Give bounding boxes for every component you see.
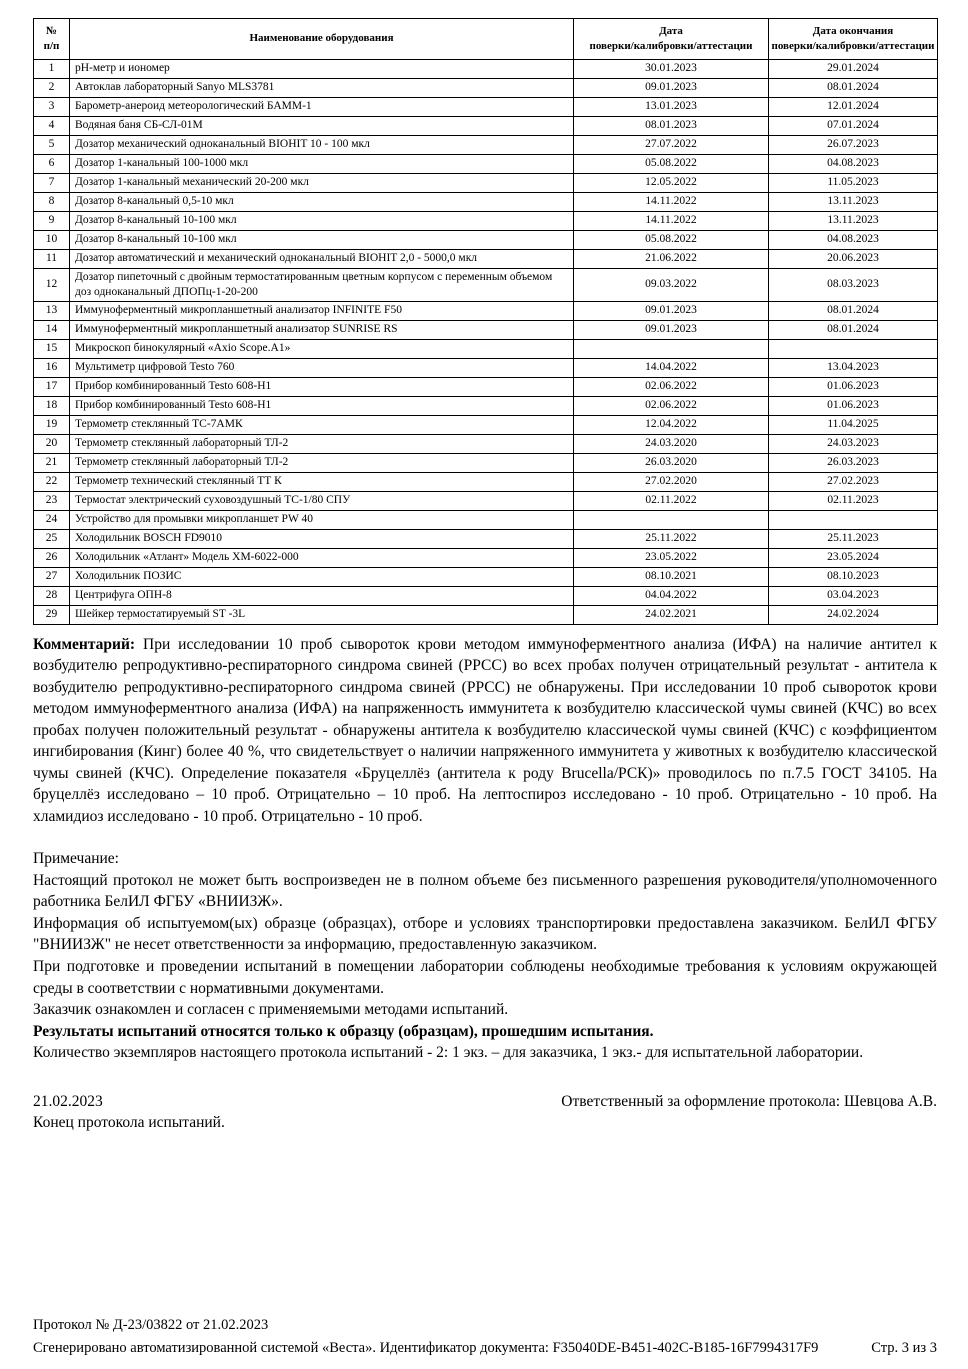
cell-name: Дозатор пипеточный с двойным термостатированным цветным корпусом с переменным объемом доз одноканальный ДПОПц-1-20-200	[70, 268, 574, 301]
note-line: Настоящий протокол не может быть воспроизведен не в полном объеме без письменного разрешения руководителя/уполномоченного работника БелИЛ ФГБУ «ВНИИЗЖ».	[33, 871, 937, 911]
cell-num: 22	[34, 472, 70, 491]
cell-name: Дозатор механический одноканальный BIOHIT 10 - 100 мкл	[70, 135, 574, 154]
cell-name: Дозатор 1-канальный механический 20-200 мкл	[70, 173, 574, 192]
cell-num: 29	[34, 605, 70, 624]
cell-date_start: 23.05.2022	[574, 548, 769, 567]
cell-date_end	[769, 510, 938, 529]
cell-date_end: 27.02.2023	[769, 472, 938, 491]
table-row	[34, 529, 938, 548]
table-row	[34, 377, 938, 396]
cell-num: 7	[34, 173, 70, 192]
footer-protocol-number: Протокол № Д-23/03822 от 21.02.2023	[33, 1317, 269, 1334]
cell-name: Холодильник «Атлант» Модель ХМ-6022-000	[70, 548, 574, 567]
cell-num: 9	[34, 211, 70, 230]
col-header-num	[34, 19, 70, 60]
cell-name: Дозатор автоматический и механический одноканальный BIOHIT 2,0 - 5000,0 мкл	[70, 249, 574, 268]
table-row	[34, 358, 938, 377]
table-row	[34, 59, 938, 78]
cell-date_start: 04.04.2022	[574, 586, 769, 605]
notes-section	[33, 848, 937, 1063]
cell-num: 13	[34, 301, 70, 320]
cell-date_end: 08.01.2024	[769, 78, 938, 97]
cell-name: Прибор комбинированный Testo 608-H1	[70, 396, 574, 415]
cell-date_start: 02.06.2022	[574, 396, 769, 415]
cell-date_end: 12.01.2024	[769, 97, 938, 116]
footer-generated-info: Сгенерировано автоматизированной системой «Веста». Идентификатор документа: F35040DE-B451-402C-B185-16F7994317F9	[33, 1339, 819, 1356]
table-row	[34, 268, 938, 301]
cell-num: 17	[34, 377, 70, 396]
cell-date_start: 13.01.2023	[574, 97, 769, 116]
col-header-date-end-line2: поверки/калибровки/аттестации	[771, 39, 935, 52]
table-row	[34, 472, 938, 491]
cell-date_end: 24.03.2023	[769, 434, 938, 453]
cell-date_end: 25.11.2023	[769, 529, 938, 548]
table-row	[34, 116, 938, 135]
table-row	[34, 339, 938, 358]
cell-date_end: 11.04.2025	[769, 415, 938, 434]
cell-name: Иммуноферментный микропланшетный анализатор SUNRISE RS	[70, 320, 574, 339]
cell-date_end: 26.07.2023	[769, 135, 938, 154]
table-row	[34, 453, 938, 472]
table-row	[34, 548, 938, 567]
cell-date_end: 20.06.2023	[769, 249, 938, 268]
notes-label: Примечание:	[33, 850, 119, 868]
table-row	[34, 230, 938, 249]
footer-page-number: Стр. 3 из 3	[871, 1339, 937, 1356]
commentary-label: Комментарий:	[33, 635, 136, 653]
col-header-date-start-line1: Дата	[659, 25, 683, 37]
table-row	[34, 135, 938, 154]
cell-date_end: 13.04.2023	[769, 358, 938, 377]
table-row	[34, 567, 938, 586]
col-header-date-end	[769, 19, 938, 60]
col-header-date-start-line2: поверки/калибровки/аттестации	[589, 39, 753, 52]
cell-num: 10	[34, 230, 70, 249]
cell-date_start: 24.03.2020	[574, 434, 769, 453]
cell-num: 26	[34, 548, 70, 567]
commentary	[33, 634, 937, 828]
cell-date_end: 13.11.2023	[769, 192, 938, 211]
cell-date_start: 27.02.2020	[574, 472, 769, 491]
cell-date_start: 27.07.2022	[574, 135, 769, 154]
cell-name: Мультиметр цифровой Testo 760	[70, 358, 574, 377]
cell-num: 8	[34, 192, 70, 211]
cell-num: 16	[34, 358, 70, 377]
cell-name: Термометр стеклянный лабораторный ТЛ-2	[70, 453, 574, 472]
cell-date_start: 12.05.2022	[574, 173, 769, 192]
cell-date_start: 30.01.2023	[574, 59, 769, 78]
cell-name: Термометр технический стеклянный ТТ К	[70, 472, 574, 491]
table-row	[34, 192, 938, 211]
cell-date_end: 04.08.2023	[769, 154, 938, 173]
table-row	[34, 320, 938, 339]
cell-name: pH-метр и иономер	[70, 59, 574, 78]
page-footer	[33, 1314, 937, 1359]
table-row	[34, 510, 938, 529]
cell-name: Автоклав лабораторный Sanyo MLS3781	[70, 78, 574, 97]
cell-name: Водяная баня СБ-СЛ-01М	[70, 116, 574, 135]
cell-num: 24	[34, 510, 70, 529]
cell-date_end: 01.06.2023	[769, 396, 938, 415]
cell-date_start	[574, 339, 769, 358]
cell-num: 21	[34, 453, 70, 472]
cell-date_start: 14.04.2022	[574, 358, 769, 377]
cell-date_start: 09.01.2023	[574, 301, 769, 320]
footer-bottom-row	[33, 1337, 937, 1359]
cell-date_start: 09.01.2023	[574, 78, 769, 97]
cell-date_end: 08.01.2024	[769, 301, 938, 320]
table-row	[34, 605, 938, 624]
col-header-num-line2: п/п	[43, 39, 60, 52]
cell-name: Барометр-анероид метеорологический БАММ-1	[70, 97, 574, 116]
cell-name: Шейкер термостатируемый ST -3L	[70, 605, 574, 624]
cell-name: Устройство для промывки микропланшет PW 40	[70, 510, 574, 529]
cell-name: Термометр стеклянный лабораторный ТЛ-2	[70, 434, 574, 453]
cell-date_end	[769, 339, 938, 358]
cell-num: 27	[34, 567, 70, 586]
cell-num: 11	[34, 249, 70, 268]
cell-num: 1	[34, 59, 70, 78]
commentary-text: При исследовании 10 проб сывороток крови методом иммуноферментного анализа (ИФА) на наличие антител к возбудителю репродуктивно-респираторного синдрома свиней (РРСС) во всех пробах получен отрицательный результат - антитела к возбудителю репродуктивно-респираторного синдрома свиней (РРСС) не обнаружены. При исследовании 10 проб сывороток крови методом иммуноферментного анализа (ИФА) на напряженность иммунитета к возбудителю классической чумы свиней (КЧС) во всех пробах получен положительный результат - обнаружены антитела к возбудителю классической чумы свиней (КЧС) с коэффициентом ингибирования (Кинг) более 40 %, что свидетельствует о наличии напряженного иммунитета у животных к возбудителю классической чумы свиней (КЧС). Определение показателя «Бруцеллёз (антитела к роду Brucella/РСК)» проводилось по п.7.5 ГОСТ 34105. На бруцеллёз исследовано – 10 проб. Отрицательно – 10 проб. На лептоспироз исследовано - 10 проб. Отрицательно - 10 проб. На хламидиоз исследовано - 10 проб. Отрицательно - 10 проб.	[33, 635, 937, 825]
cell-num: 23	[34, 491, 70, 510]
cell-name: Дозатор 8-канальный 10-100 мкл	[70, 230, 574, 249]
signature-row	[33, 1091, 937, 1113]
table-row	[34, 173, 938, 192]
cell-num: 6	[34, 154, 70, 173]
cell-name: Дозатор 8-канальный 0,5-10 мкл	[70, 192, 574, 211]
cell-name: Центрифуга ОПН-8	[70, 586, 574, 605]
cell-date_end: 26.03.2023	[769, 453, 938, 472]
cell-num: 28	[34, 586, 70, 605]
cell-num: 15	[34, 339, 70, 358]
cell-date_start: 24.02.2021	[574, 605, 769, 624]
table-row	[34, 396, 938, 415]
cell-date_end: 08.03.2023	[769, 268, 938, 301]
cell-date_start: 14.11.2022	[574, 211, 769, 230]
cell-date_end: 24.02.2024	[769, 605, 938, 624]
responsible-person: Ответственный за оформление протокола: Шевцова А.В.	[561, 1092, 937, 1110]
cell-num: 20	[34, 434, 70, 453]
cell-name: Иммуноферментный микропланшетный анализатор INFINITE F50	[70, 301, 574, 320]
cell-date_end: 13.11.2023	[769, 211, 938, 230]
cell-date_start: 08.10.2021	[574, 567, 769, 586]
cell-date_start	[574, 510, 769, 529]
cell-date_start: 12.04.2022	[574, 415, 769, 434]
cell-date_end: 08.10.2023	[769, 567, 938, 586]
cell-date_end: 07.01.2024	[769, 116, 938, 135]
table-row	[34, 491, 938, 510]
cell-date_start: 02.11.2022	[574, 491, 769, 510]
protocol-date: 21.02.2023	[33, 1092, 103, 1110]
col-header-date-end-line1: Дата окончания	[812, 25, 894, 37]
col-header-date-start	[574, 19, 769, 60]
cell-date_end: 03.04.2023	[769, 586, 938, 605]
cell-num: 19	[34, 415, 70, 434]
table-row	[34, 211, 938, 230]
table-row	[34, 301, 938, 320]
table-row	[34, 415, 938, 434]
cell-num: 5	[34, 135, 70, 154]
cell-date_end: 23.05.2024	[769, 548, 938, 567]
cell-date_start: 05.08.2022	[574, 230, 769, 249]
table-header-row	[34, 19, 938, 60]
col-header-num-line1: №	[45, 25, 58, 37]
cell-num: 2	[34, 78, 70, 97]
cell-date_start: 05.08.2022	[574, 154, 769, 173]
note-line-results: Результаты испытаний относятся только к образцу (образцам), прошедшим испытания.	[33, 1022, 654, 1040]
cell-num: 12	[34, 268, 70, 301]
table-row	[34, 434, 938, 453]
cell-name: Холодильник ПОЗИС	[70, 567, 574, 586]
cell-date_start: 21.06.2022	[574, 249, 769, 268]
cell-name: Дозатор 8-канальный 10-100 мкл	[70, 211, 574, 230]
cell-date_end: 02.11.2023	[769, 491, 938, 510]
cell-date_end: 04.08.2023	[769, 230, 938, 249]
note-line: Количество экземпляров настоящего протокола испытаний - 2: 1 экз. – для заказчика, 1 экз.- для испытательной лаборатории.	[33, 1044, 864, 1062]
cell-name: Микроскоп бинокулярный «Axio Scope.A1»	[70, 339, 574, 358]
cell-date_end: 11.05.2023	[769, 173, 938, 192]
cell-name: Дозатор 1-канальный 100-1000 мкл	[70, 154, 574, 173]
cell-name: Прибор комбинированный Testo 608-H1	[70, 377, 574, 396]
cell-name: Термостат электрический суховоздушный ТС-1/80 СПУ	[70, 491, 574, 510]
cell-date_end: 29.01.2024	[769, 59, 938, 78]
table-row	[34, 97, 938, 116]
cell-num: 4	[34, 116, 70, 135]
cell-date_end: 01.06.2023	[769, 377, 938, 396]
table-row	[34, 586, 938, 605]
table-row	[34, 249, 938, 268]
end-of-protocol: Конец протокола испытаний.	[33, 1114, 225, 1132]
cell-num: 3	[34, 97, 70, 116]
note-line: При подготовке и проведении испытаний в помещении лаборатории соблюдены необходимые требования к условиям окружающей среды в соответствии с нормативными документами.	[33, 958, 937, 997]
cell-num: 25	[34, 529, 70, 548]
cell-name: Холодильник BOSCH FD9010	[70, 529, 574, 548]
cell-num: 18	[34, 396, 70, 415]
cell-date_start: 08.01.2023	[574, 116, 769, 135]
table-row	[34, 154, 938, 173]
cell-date_start: 26.03.2020	[574, 453, 769, 472]
cell-date_start: 09.03.2022	[574, 268, 769, 301]
cell-date_end: 08.01.2024	[769, 320, 938, 339]
cell-date_start: 25.11.2022	[574, 529, 769, 548]
cell-date_start: 14.11.2022	[574, 192, 769, 211]
cell-date_start: 02.06.2022	[574, 377, 769, 396]
col-header-name: Наименование оборудования	[70, 19, 574, 60]
note-line: Заказчик ознакомлен и согласен с применяемыми методами испытаний.	[33, 1001, 509, 1019]
equipment-table	[33, 18, 938, 625]
cell-name: Термометр стеклянный ТС-7АМК	[70, 415, 574, 434]
note-line: Информация об испытуемом(ых) образце (образцах), отборе и условиях транспортировки предоставлена заказчиком. БелИЛ ФГБУ "ВНИИЗЖ" не несет ответственности за информацию, предоставленную заказчиком.	[33, 914, 937, 954]
table-row	[34, 78, 938, 97]
cell-date_start: 09.01.2023	[574, 320, 769, 339]
cell-num: 14	[34, 320, 70, 339]
